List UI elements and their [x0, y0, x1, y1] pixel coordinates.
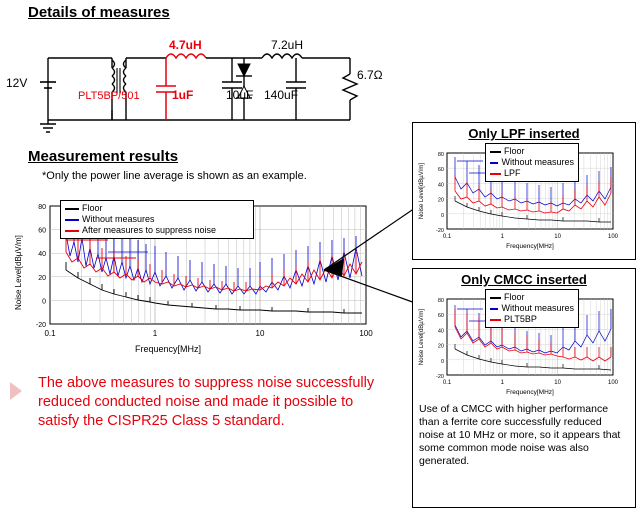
panel-cmcc-title: Only CMCC inserted — [461, 272, 587, 287]
load-label: 6.7Ω — [357, 68, 383, 82]
details-of-measures-title: Details of measures — [28, 4, 170, 21]
legend-label-without-lpf: Without measures — [501, 157, 574, 167]
legend-label-floor: Floor — [82, 203, 103, 213]
svg-text:1: 1 — [152, 329, 158, 338]
svg-text:40: 40 — [38, 251, 46, 259]
svg-text:40: 40 — [437, 328, 444, 335]
legend-item-floor-cmcc — [490, 292, 574, 303]
svg-text:-20: -20 — [436, 374, 444, 380]
legend-swatch-without-measures — [65, 219, 79, 221]
legend-item-without-lpf — [490, 157, 574, 168]
measurement-results-title: Measurement results — [28, 148, 179, 165]
svg-text:20: 20 — [437, 197, 444, 204]
svg-text:100: 100 — [607, 380, 619, 386]
svg-text:10: 10 — [554, 234, 561, 240]
svg-text:Noise Level[dBµV/m]: Noise Level[dBµV/m] — [419, 308, 425, 366]
source-label: 12V — [6, 76, 28, 90]
svg-text:80: 80 — [437, 298, 444, 304]
svg-text:Frequency[MHz]: Frequency[MHz] — [506, 243, 554, 250]
svg-text:20: 20 — [437, 343, 444, 350]
legend-label-without-cmcc: Without measures — [501, 303, 574, 313]
main-chart-ylabel: Noise Level[dBμV/m] — [14, 235, 23, 310]
svg-text:0.1: 0.1 — [44, 329, 56, 338]
panel-cmcc — [412, 268, 636, 508]
svg-text:80: 80 — [38, 204, 46, 211]
conclusion-arrow-icon — [10, 382, 22, 400]
legend-swatch-floor-cmcc — [490, 297, 501, 299]
svg-text:-20: -20 — [35, 322, 46, 329]
legend-label-lpf: LPF — [504, 168, 521, 178]
panel-lpf — [412, 122, 636, 260]
legend-swatch-without-lpf — [490, 162, 498, 164]
panel-lpf-legend — [485, 143, 579, 182]
legend-label-after-measures: After measures to suppress noise — [82, 225, 217, 235]
legend-swatch-after-measures — [65, 230, 79, 232]
panel-lpf-title: Only LPF inserted — [468, 126, 580, 141]
svg-text:10: 10 — [255, 329, 265, 338]
cmcc-label: PLT5BP/501 — [78, 90, 140, 102]
legend-swatch-lpf — [490, 173, 501, 175]
measurement-results-note: *Only the power line average is shown as an example. — [42, 170, 307, 182]
legend-swatch-plt5bp — [490, 319, 501, 321]
svg-text:100: 100 — [607, 234, 619, 240]
panel-cmcc-legend — [485, 289, 579, 328]
svg-text:1: 1 — [500, 234, 504, 240]
svg-text:60: 60 — [437, 313, 444, 320]
svg-text:20: 20 — [38, 274, 46, 282]
legend-label-floor-cmcc: Floor — [504, 292, 525, 302]
cap2-label: 10uF — [226, 88, 254, 102]
legend-item-without-measures — [65, 214, 249, 225]
legend-label-floor-lpf: Floor — [504, 146, 525, 156]
conclusion-text: The above measures to suppress noise successfully reduced conducted noise and made it possible to satisfy the CISPR25 Class 5 standard. — [38, 375, 375, 429]
inductor1-label: 4.7uH — [169, 38, 202, 52]
svg-text:0: 0 — [42, 298, 46, 306]
svg-text:0: 0 — [440, 212, 444, 219]
svg-text:0.1: 0.1 — [442, 380, 452, 386]
svg-text:60: 60 — [437, 167, 444, 174]
svg-text:80: 80 — [437, 152, 444, 158]
legend-label-without-measures: Without measures — [82, 214, 155, 224]
svg-text:60: 60 — [38, 227, 46, 235]
legend-item-after-measures — [65, 225, 249, 236]
svg-text:0: 0 — [440, 358, 444, 365]
inductor2-label: 7.2uH — [271, 38, 304, 52]
svg-text:Frequency[MHz]: Frequency[MHz] — [506, 389, 554, 396]
callout-connector — [300, 200, 430, 320]
legend-swatch-floor — [65, 208, 79, 210]
main-chart-legend — [60, 200, 254, 239]
legend-swatch-without-cmcc — [490, 308, 498, 310]
panel-cmcc-caption: Use of a CMCC with higher performance than a ferrite core successfully reduced noise at 10 MHz or more, so it appears that some common mode noise was also generated. — [419, 403, 621, 467]
svg-text:-20: -20 — [436, 228, 444, 234]
legend-item-lpf — [490, 168, 574, 179]
legend-label-plt5bp: PLT5BP — [504, 314, 537, 324]
cap1-label: 1uF — [172, 88, 194, 102]
svg-text:Noise Level[dBµV/m]: Noise Level[dBµV/m] — [419, 162, 425, 220]
svg-text:0.1: 0.1 — [442, 234, 452, 240]
cap3-label: 140uF — [264, 88, 299, 102]
legend-swatch-floor-lpf — [490, 151, 501, 153]
svg-text:10: 10 — [554, 380, 561, 386]
legend-item-without-cmcc — [490, 303, 574, 314]
legend-item-plt5bp — [490, 314, 574, 325]
legend-item-floor — [65, 203, 249, 214]
legend-item-floor-lpf — [490, 146, 574, 157]
svg-text:40: 40 — [437, 182, 444, 189]
svg-text:1: 1 — [500, 380, 504, 386]
main-chart-xlabel: Frequency[MHz] — [135, 344, 202, 354]
svg-text:100: 100 — [359, 329, 373, 338]
